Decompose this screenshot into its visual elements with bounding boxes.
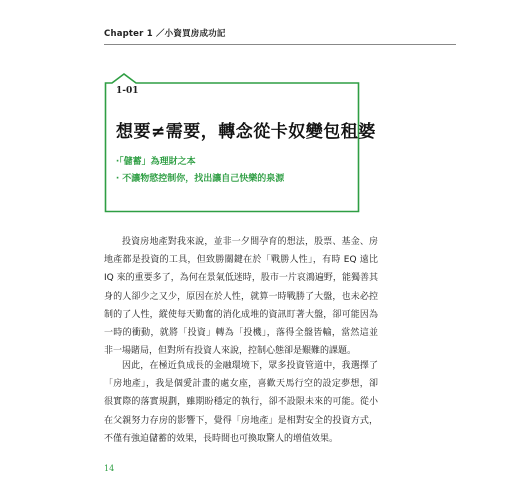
chapter-header: Chapter 1 ／小資買房成功記 [104,29,226,39]
callout-frame [104,73,360,213]
body-paragraph: 因此，在極近負成長的金融環境下，眾多投資管道中，我選擇了「房地產」，我是個愛計畫的處女座，喜歡天馬行空的設定夢想，卻很實際的落實規劃，雖期盼穩定的執行，卻不設限未來的可能。從小在父親努力存房的影響下，覺得「房地產」是相對安全的投資方式，不僅有強迫儲蓄的效果，長時間也可換取驚人的增值效果。 [104,361,378,444]
bullet-item: ‧ 不讓物慾控制你，找出讓自己快樂的泉源 [116,174,285,184]
page-number: 14 [104,464,115,473]
header-divider [104,44,456,45]
section-number: 1-01 [116,86,139,96]
bullet-item: ‧「儲蓄」為理財之本 [116,157,196,167]
section-callout-box [104,73,376,213]
section-title: 想要≠需要，轉念從卡奴變包租婆 [116,122,376,142]
body-paragraph: 投資房地產對我來說，並非一夕間孕育的想法，股票、基金、房地產都是投資的工具，但致勝關鍵在於「戰勝人性」，有時 EQ 遠比 IQ 來的重要多了，為何在景氣低迷時，股市一片哀鴻遍野，能獨善其身的人卻少之又少，原因在於人性，就算一時戰勝了大盤，也未必控制的了人性，縱使每天勤奮的消化成堆的資訊盯著大盤，卻可能因為一時的衝動，就將「投資」轉為「投機」，落得全盤皆輸，當然這並非一場賭局，但對所有投資人來說，控制心態卻是艱難的課題。 [104,237,378,357]
